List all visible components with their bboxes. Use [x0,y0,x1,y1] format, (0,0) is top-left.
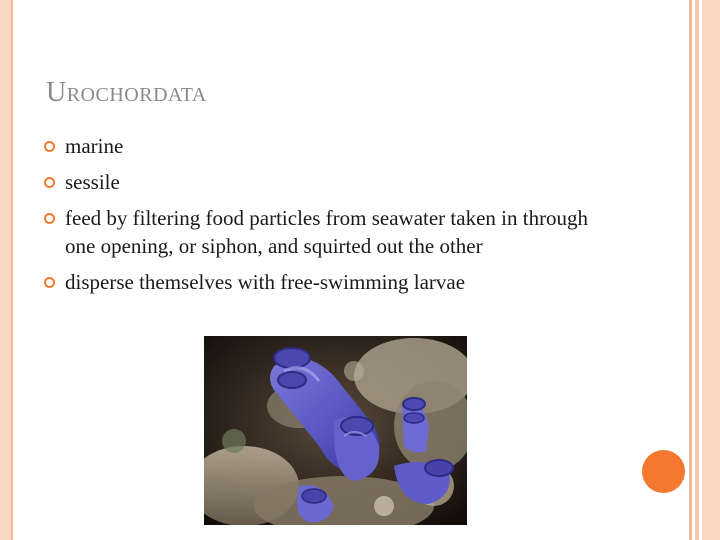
bullet-text: disperse themselves with free-swimming larvae [65,270,466,294]
decorative-orange-circle [642,450,685,493]
bullet-circle-icon [44,213,55,224]
bullet-text: sessile [65,170,120,194]
slide-title: Urochordata [46,77,207,108]
bullet-list [44,132,604,304]
bullet-circle-icon [44,177,55,188]
bullet-text: feed by filtering food particles from seawater taken in through one opening, or siphon, and squirted out the other [65,206,589,258]
bullet-circle-icon [44,141,55,152]
bullet-text: marine [65,134,124,158]
bullet-item [44,132,604,160]
left-border-line [11,0,13,540]
bullet-circle-icon [44,277,55,288]
right-border-line [689,0,692,540]
left-border-band [0,0,11,540]
tunicate-photo [204,336,467,525]
bullet-item [44,268,604,296]
bullet-item [44,168,604,196]
right-border-band-inner [695,0,699,540]
right-border-band-outer [702,0,720,540]
bullet-item [44,204,604,260]
tunicate-illustration [204,336,467,525]
